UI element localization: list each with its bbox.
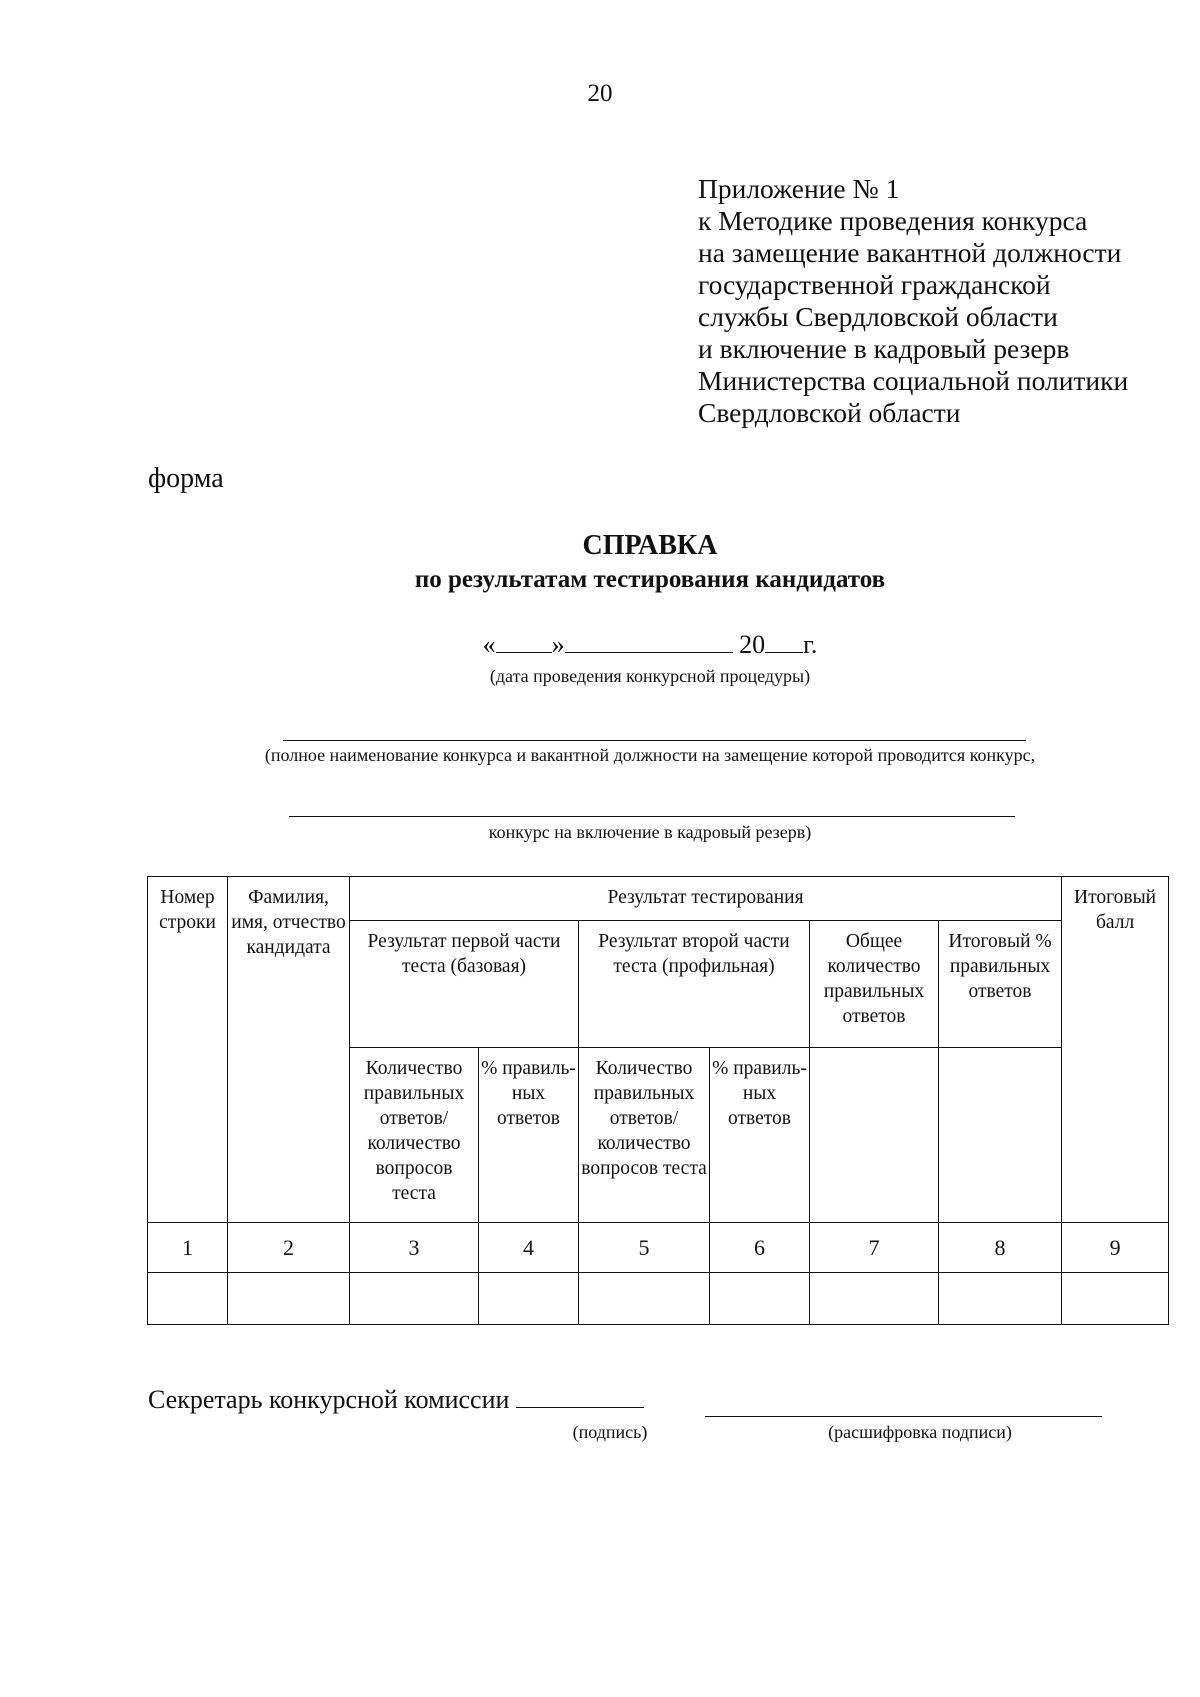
column-number: 4 <box>479 1223 579 1273</box>
column-number: 3 <box>350 1223 479 1273</box>
appendix-block <box>698 173 1128 429</box>
header-p2-percent: % правиль-ных ответов <box>710 1048 810 1223</box>
empty-data-cell[interactable] <box>579 1273 710 1325</box>
appendix-line: Министерства социальной политики <box>698 365 1129 396</box>
date-field[interactable] <box>0 630 1200 660</box>
page-number: 20 <box>587 80 613 107</box>
date-caption: (дата проведения конкурсной процедуры) <box>489 666 811 686</box>
empty-header-cell <box>939 1048 1062 1223</box>
header-part1: Результат первой части теста (базовая) <box>350 921 579 1048</box>
contest-caption-2: конкурс на включение в кадровый резерв) <box>488 822 812 842</box>
year-suffix: г. <box>803 630 818 659</box>
header-p1-percent: % правиль-ных ответов <box>479 1048 579 1223</box>
empty-data-cell[interactable] <box>810 1273 939 1325</box>
year-blank[interactable] <box>765 630 803 653</box>
header-p2-count: Количество правильных ответов/ количество вопросов теста <box>579 1048 710 1223</box>
empty-data-cell[interactable] <box>1062 1273 1169 1325</box>
secretary-label: Секретарь конкурсной комиссии <box>148 1385 510 1414</box>
header-p1-count: Количество правильных ответов/ количество вопросов теста <box>350 1048 479 1223</box>
document-title: СПРАВКА <box>582 530 718 561</box>
secretary-signature-line <box>148 1385 644 1415</box>
appendix-line: службы Свердловской области <box>698 301 1058 332</box>
empty-data-cell[interactable] <box>710 1273 810 1325</box>
signature-blank[interactable] <box>516 1385 644 1408</box>
column-number: 8 <box>939 1223 1062 1273</box>
column-number: 1 <box>148 1223 228 1273</box>
empty-header-cell <box>810 1048 939 1223</box>
date-close-quote: » <box>551 630 565 659</box>
month-blank[interactable] <box>565 630 733 653</box>
empty-data-cell[interactable] <box>939 1273 1062 1325</box>
header-row-number: Номер строки <box>148 877 228 1223</box>
signature-decoding-line[interactable] <box>705 1416 1102 1417</box>
date-open-quote: « <box>482 630 496 659</box>
header-part2: Результат второй части теста (профильная) <box>579 921 810 1048</box>
appendix-line: Свердловской области <box>698 397 961 428</box>
contest-name-line-2[interactable] <box>289 816 1015 817</box>
contest-caption-1: (полное наименование конкурса и вакантной должности на замещение которой проводится конкурс, <box>264 745 1036 765</box>
day-blank[interactable] <box>496 630 552 653</box>
column-number: 7 <box>810 1223 939 1273</box>
empty-data-cell[interactable] <box>350 1273 479 1325</box>
column-number: 2 <box>228 1223 350 1273</box>
empty-data-cell[interactable] <box>148 1273 228 1325</box>
header-full-name: Фамилия, имя, отчество кандидата <box>228 877 350 1223</box>
header-final-score: Итоговый балл <box>1062 877 1169 1223</box>
header-total-correct: Общее количество правильных ответов <box>810 921 939 1048</box>
form-label: форма <box>148 463 224 494</box>
decoding-caption: (расшифровка подписи) <box>828 1422 1012 1442</box>
empty-data-cell[interactable] <box>479 1273 579 1325</box>
signature-caption: (подпись) <box>572 1422 648 1442</box>
document-subtitle: по результатам тестирования кандидатов <box>414 566 886 593</box>
appendix-line: государственной гражданской <box>698 269 1051 300</box>
appendix-line: Приложение № 1 <box>698 173 900 204</box>
empty-data-cell[interactable] <box>228 1273 350 1325</box>
results-table <box>147 876 1169 1325</box>
appendix-line: на замещение вакантной должности <box>698 237 1122 268</box>
contest-name-line-1[interactable] <box>283 740 1026 741</box>
column-number: 5 <box>579 1223 710 1273</box>
header-test-result: Результат тестирования <box>350 877 1062 921</box>
column-number: 6 <box>710 1223 810 1273</box>
appendix-line: и включение в кадровый резерв <box>698 333 1070 364</box>
header-final-percent: Итоговый % правильных ответов <box>939 921 1062 1048</box>
appendix-line: к Методике проведения конкурса <box>698 205 1088 236</box>
column-number: 9 <box>1062 1223 1169 1273</box>
year-prefix: 20 <box>739 630 766 659</box>
